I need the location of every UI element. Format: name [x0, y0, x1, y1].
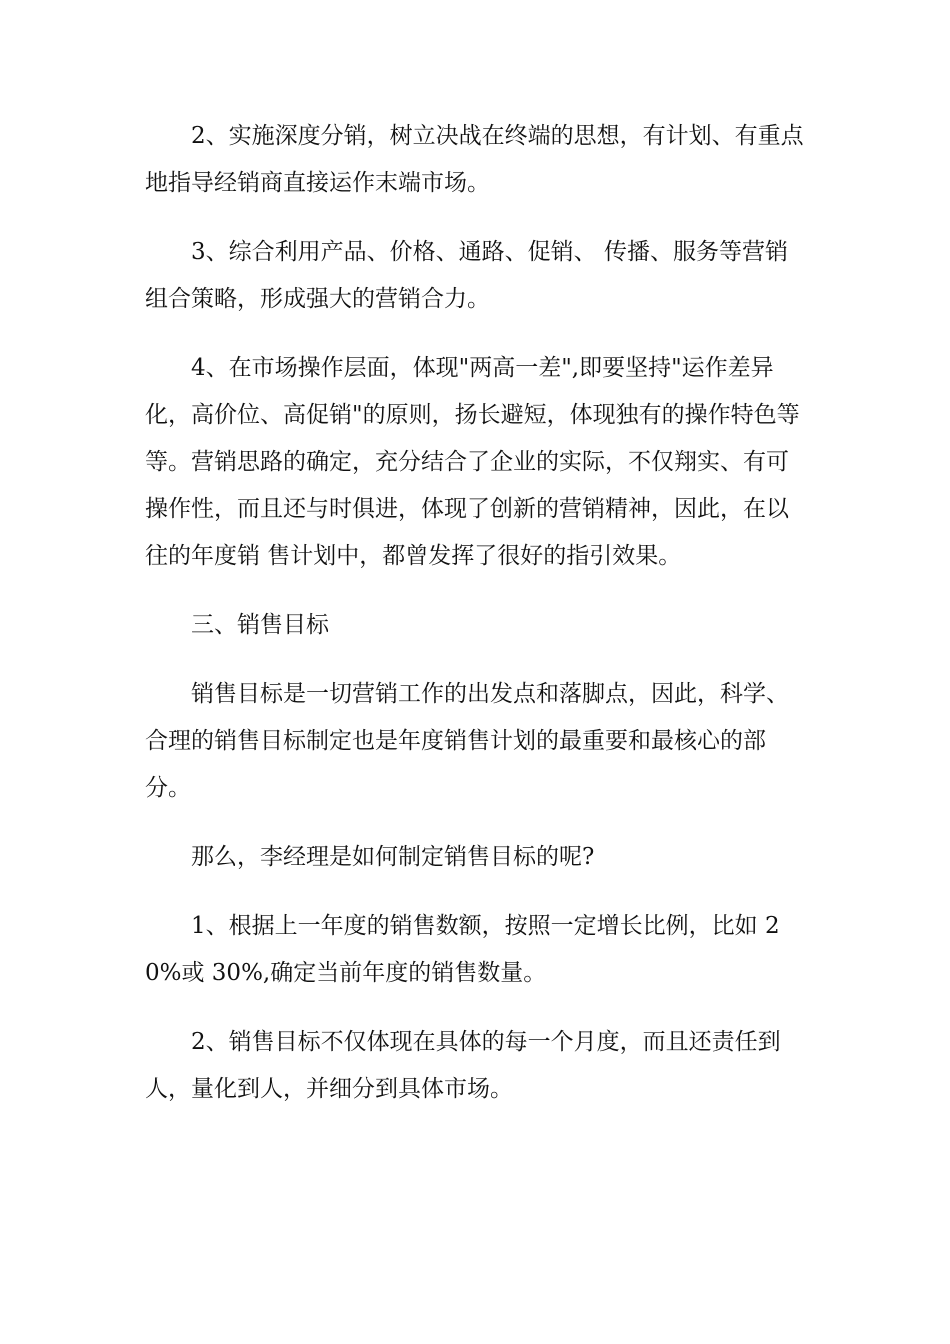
paragraph-market-operation: 4、在市场操作层面，体现"两高一差",即要坚持"运作差异化，高价位、高促销"的原则，扬长避短，体现独有的操作特色等等。营销思路的确定，充分结合了企业的实际，不仅翔实、有可操作性，而且还与时俱进，体现了创新的营销精神，因此，在以往的年度销 售计划中，都曾发挥了很好的指引效果。: [145, 355, 800, 569]
paragraph-deep-distribution: 2、实施深度分销，树立决战在终端的思想，有计划、有重点地指导经销商直接运作末端市场。: [145, 123, 804, 196]
paragraph-target-method-2: 2、销售目标不仅体现在具体的每一个月度，而且还责任到人，量化到人，并细分到具体市场。: [145, 1029, 781, 1102]
paragraph-question: 那么，李经理是如何制定销售目标的呢?: [191, 844, 595, 870]
paragraph-marketing-mix: 3、综合利用产品、价格、通路、促销、 传播、服务等营销组合策略，形成强大的营销合力。: [145, 239, 788, 312]
section-heading-sales-target: 三、销售目标: [191, 612, 329, 638]
document-body: [145, 113, 810, 1135]
paragraph-target-method-1: 1、根据上一年度的销售数额，按照一定增长比例，比如 20%或 30%,确定当前年度的销售数量。: [145, 913, 780, 986]
paragraph-sales-target-intro: 销售目标是一切营销工作的出发点和落脚点，因此，科学、合理的销售目标制定也是年度销售计划的最重要和最核心的部分。: [145, 681, 789, 801]
